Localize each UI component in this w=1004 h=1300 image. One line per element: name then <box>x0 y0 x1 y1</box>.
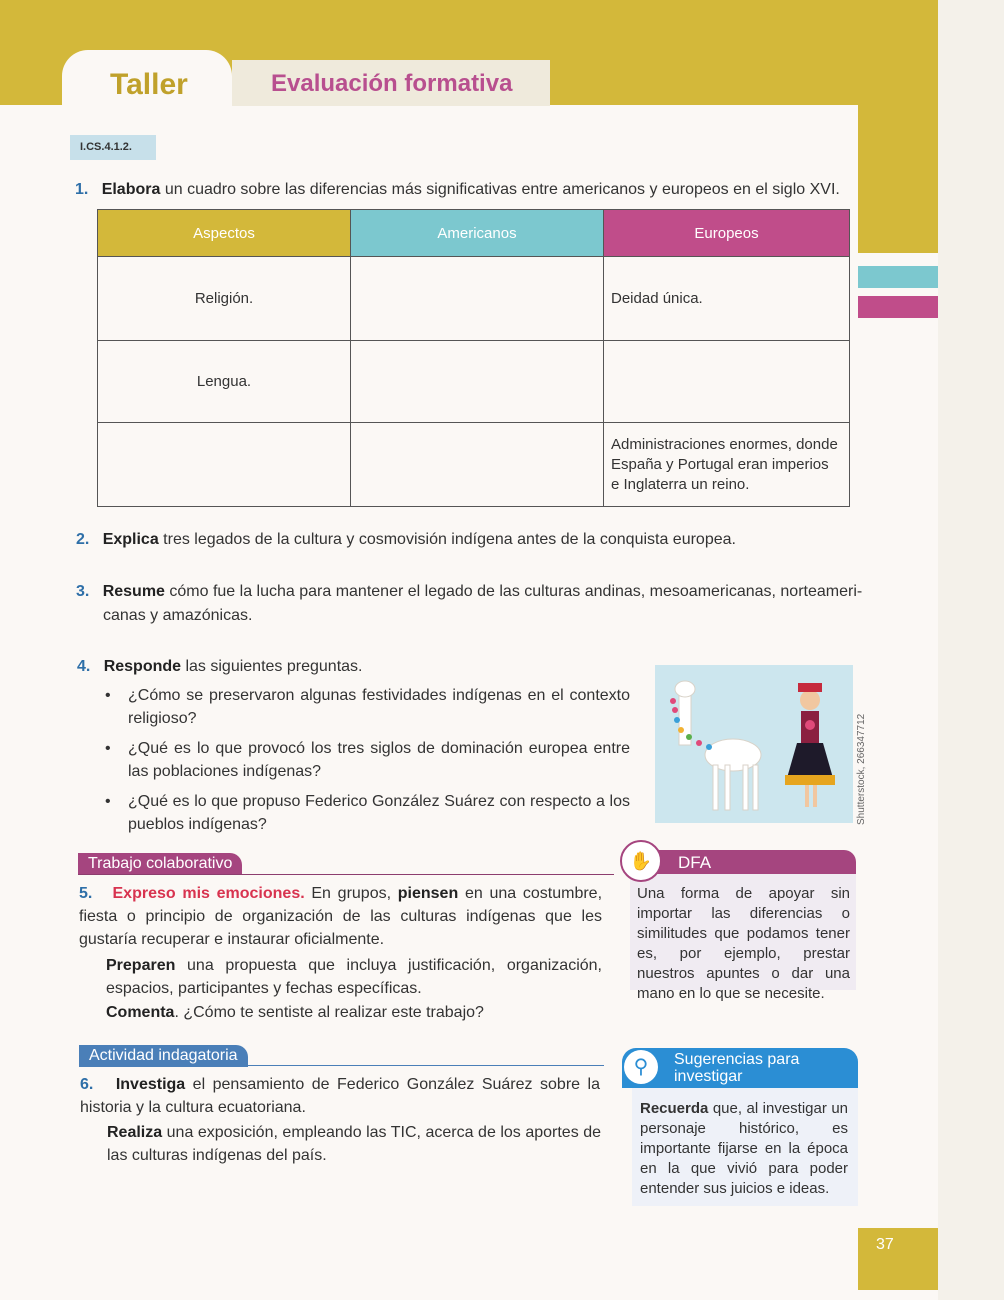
sugerencias-text <box>640 1099 848 1199</box>
llama-illustration <box>655 665 853 823</box>
dfa-text: Una forma de apoyar sin importar las diferencias o similitudes que podamos tener es, por ejemplo, prestar nuestros apuntes o dar una mano en lo que se necesite. <box>637 885 850 1002</box>
question-verb: Comenta <box>106 1004 175 1021</box>
question-verb: Realiza <box>107 1124 163 1141</box>
emotions-highlight: Expreso mis emociones. <box>112 885 305 902</box>
question-verb: Responde <box>103 658 182 675</box>
question-number: 2. <box>76 531 90 548</box>
table-cell[interactable] <box>351 423 604 507</box>
page-number-tab <box>858 1228 938 1290</box>
question-4-bullets <box>103 684 630 843</box>
question-text: una propuesta que incluya justificación, organización, espacios, participantes y fechas específicas. <box>106 957 602 997</box>
actividad-indagatoria-header: Actividad indagatoria <box>79 1045 248 1067</box>
question-3-continuation: canas y amazónicas. <box>103 607 253 624</box>
table-row <box>98 257 850 341</box>
teal-marker <box>858 266 938 288</box>
sugerencias-verb: Recuerda <box>640 1100 709 1117</box>
question-6 <box>80 1073 600 1119</box>
question-verb: Investiga <box>115 1076 186 1093</box>
question-number: 6. <box>80 1076 94 1093</box>
header-europeos: Europeos <box>604 210 850 257</box>
table-cell: Lengua. <box>98 341 351 423</box>
question-verb: piensen <box>397 885 459 902</box>
question-5-paragraph-2 <box>106 954 602 1000</box>
question-2 <box>76 528 846 551</box>
question-text: una exposición, empleando las TIC, acerca de los aportes de las culturas indígenas del país. <box>107 1124 601 1164</box>
question-6-paragraph-2 <box>107 1121 601 1167</box>
table-row <box>98 423 850 507</box>
question-verb: Elabora <box>101 181 161 198</box>
table-cell[interactable] <box>604 341 850 423</box>
dfa-title: DFA <box>678 853 712 872</box>
question-number: 3. <box>76 583 90 600</box>
section-title: Evaluación formativa <box>271 70 513 97</box>
magenta-marker <box>858 296 938 318</box>
section-divider <box>78 874 614 875</box>
table-header-row <box>98 210 850 257</box>
table-cell[interactable] <box>351 341 604 423</box>
question-number: 1. <box>75 181 89 198</box>
magnifier-icon: ⚲ <box>624 1050 658 1084</box>
question-1 <box>75 178 845 201</box>
question-3 <box>76 580 866 603</box>
table-row <box>98 341 850 423</box>
question-text: un cuadro sobre las diferencias más significativas entre americanos y europeos en el siglo XVI. <box>160 181 840 198</box>
llama-and-woman-icon <box>655 665 853 823</box>
table-cell: Deidad única. <box>604 257 850 341</box>
question-5 <box>79 882 602 951</box>
trabajo-colaborativo-header: Trabajo colaborativo <box>78 853 242 875</box>
question-text: en una costumbre, fiesta o principio de organización de las culturas indígenas que les gustaría recuperar e instaurar oficialmente. <box>79 885 603 948</box>
list-item: • ¿Cómo se preservaron algunas festividades indígenas en el contexto religioso? <box>103 684 630 730</box>
comparison-table <box>97 209 850 507</box>
question-verb: Preparen <box>106 957 176 974</box>
section-divider <box>79 1065 604 1066</box>
question-4 <box>77 655 617 678</box>
table-cell: Religión. <box>98 257 351 341</box>
question-text: cómo fue la lucha para mantener el legado de las culturas andinas, mesoamericanas, norteameri- <box>164 583 863 600</box>
curriculum-code: I.CS.4.1.2. <box>70 135 156 160</box>
question-text: En grupos, <box>304 885 398 902</box>
sugerencias-body: que, al investigar un personaje histórico, es importante fijarse en la época en la que vivió para poder entender sus juicios e ideas. <box>640 1100 848 1197</box>
image-credit: Shutterstock, 266347712 <box>856 713 867 825</box>
question-verb: Resume <box>102 583 165 600</box>
right-side-band <box>858 105 938 253</box>
sugerencias-title: Sugerencias para investigar <box>674 1051 800 1085</box>
page-edge-strip <box>938 0 1004 1300</box>
question-text: el pensamiento de Federico González Suárez sobre la historia y la cultura ecuatoriana. <box>80 1076 600 1116</box>
taller-label: Taller <box>110 68 188 101</box>
header-americanos: Americanos <box>351 210 604 257</box>
question-5-paragraph-3 <box>106 1001 602 1024</box>
question-text: las siguientes preguntas. <box>181 658 363 675</box>
table-cell[interactable] <box>98 423 351 507</box>
question-text: tres legados de la cultura y cosmovisión indígena antes de la conquista europea. <box>158 531 736 548</box>
question-verb: Explica <box>102 531 159 548</box>
page-number: 37 <box>876 1236 894 1253</box>
list-item: • ¿Qué es lo que provocó los tres siglos de dominación europea entre las poblaciones indígenas? <box>103 737 630 783</box>
question-text: . ¿Cómo te sentiste al realizar este trabajo? <box>174 1004 484 1021</box>
table-cell: Administraciones enormes, donde España y Portugal eran imperios e Inglaterra un reino. <box>604 423 850 507</box>
header-aspectos: Aspectos <box>98 210 351 257</box>
table-cell[interactable] <box>351 257 604 341</box>
list-item: • ¿Qué es lo que propuso Federico González Suárez con respecto a los pueblos indígenas? <box>103 790 630 836</box>
hands-icon: ✋ <box>620 840 662 882</box>
question-number: 5. <box>79 885 93 902</box>
question-number: 4. <box>77 658 91 675</box>
